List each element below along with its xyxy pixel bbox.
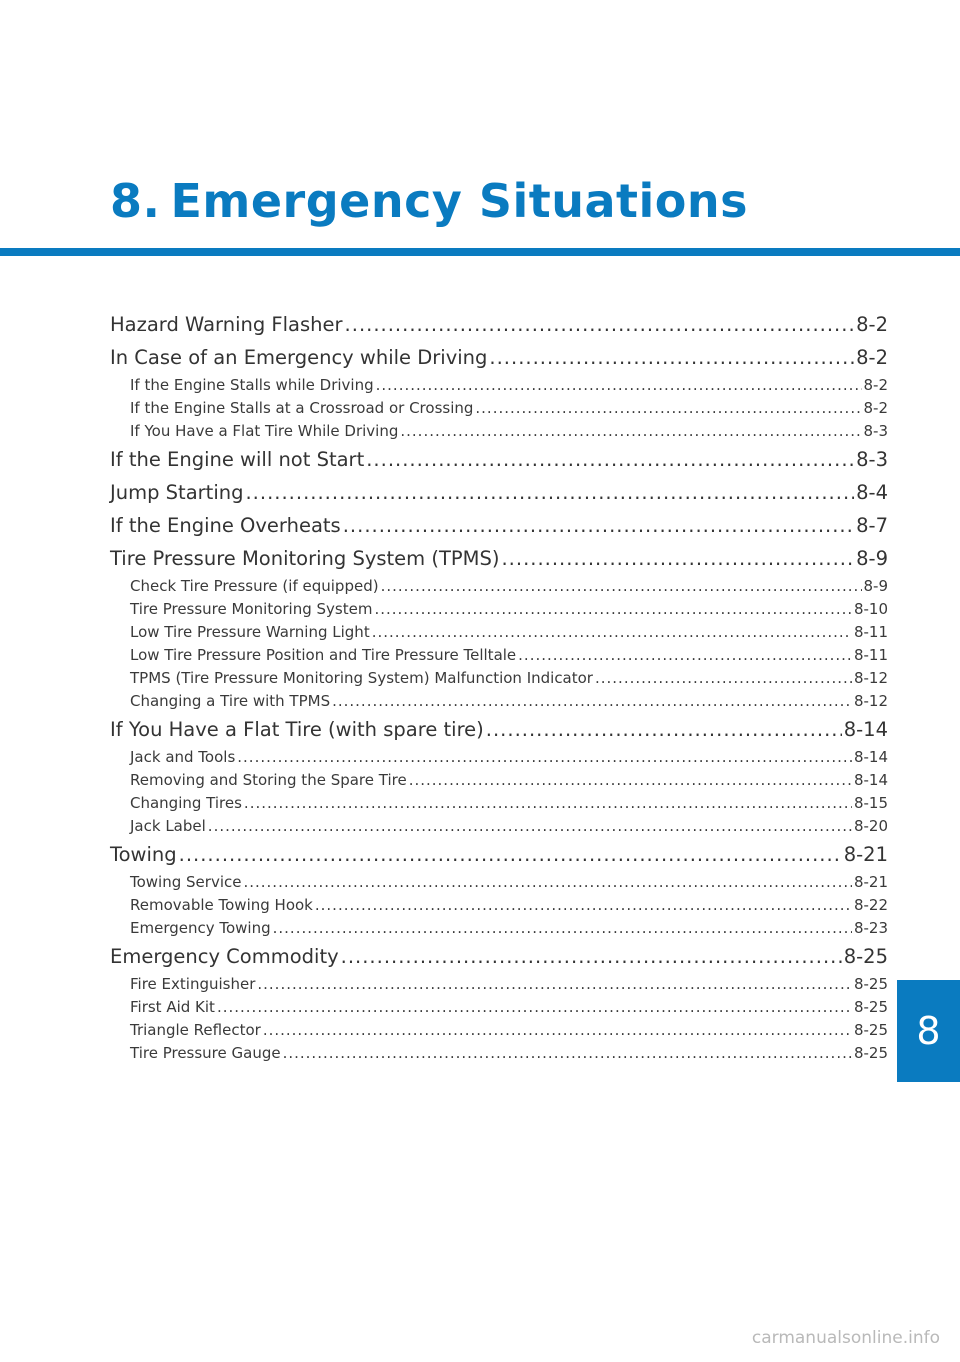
toc-leader-dots	[475, 397, 861, 420]
toc-section-entry[interactable]	[110, 940, 888, 973]
toc-section-entry[interactable]	[110, 509, 888, 542]
toc-entry-label: Fire Extinguisher	[130, 975, 256, 993]
watermark: carmanualsonline.info	[751, 1328, 940, 1348]
toc-leader-dots	[366, 443, 854, 476]
toc-leader-dots	[501, 542, 854, 575]
toc-entry-label: Jack Label	[130, 817, 206, 835]
toc-entry-label: Low Tire Pressure Warning Light	[130, 623, 370, 641]
toc-entry-page: 8-25	[843, 945, 888, 968]
toc-subsection-entry[interactable]	[110, 792, 888, 815]
toc-entry-page: 8-14	[843, 718, 888, 741]
toc-subsection-entry[interactable]	[110, 667, 888, 690]
toc-entry-label: Changing a Tire with TPMS	[130, 692, 331, 710]
toc-leader-dots	[273, 917, 852, 940]
toc-entry-page: 8-10	[853, 600, 888, 618]
toc-entry-label: If You Have a Flat Tire (with spare tire)	[110, 718, 484, 741]
toc-leader-dots	[263, 1019, 852, 1042]
toc-subsection-entry[interactable]	[110, 1042, 888, 1065]
toc-entry-label: Emergency Commodity	[110, 945, 339, 968]
toc-entry-label: Towing	[110, 843, 177, 866]
toc-leader-dots	[381, 575, 862, 598]
toc-entry-page: 8-15	[853, 794, 888, 812]
toc-entry-page: 8-9	[856, 547, 888, 570]
toc-entry-label: Tire Pressure Gauge	[130, 1044, 281, 1062]
toc-entry-label: TPMS (Tire Pressure Monitoring System) Malfunction Indicator	[130, 669, 593, 687]
toc-entry-page: 8-21	[853, 873, 888, 891]
toc-entry-label: Changing Tires	[130, 794, 242, 812]
toc-leader-dots	[245, 476, 854, 509]
toc-subsection-entry[interactable]	[110, 374, 888, 397]
toc-entry-page: 8-12	[853, 692, 888, 710]
title-divider	[0, 248, 960, 256]
chapter-tab[interactable]	[897, 980, 960, 1082]
toc-entry-label: Jump Starting	[110, 481, 244, 504]
toc-entry-page: 8-2	[863, 399, 888, 417]
toc-entry-page: 8-25	[853, 1044, 888, 1062]
toc-entry-page: 8-3	[863, 422, 888, 440]
toc-leader-dots	[409, 769, 852, 792]
toc-subsection-entry[interactable]	[110, 575, 888, 598]
toc-entry-label: Towing Service	[130, 873, 242, 891]
toc-entry-page: 8-9	[863, 577, 888, 595]
chapter-title-text: Emergency Situations	[170, 174, 749, 228]
toc-section-entry[interactable]	[110, 542, 888, 575]
toc-entry-label: If the Engine will not Start	[110, 448, 365, 471]
toc-entry-page: 8-2	[856, 313, 888, 336]
toc-leader-dots	[341, 940, 842, 973]
chapter-title	[110, 174, 749, 228]
toc-leader-dots	[400, 420, 861, 443]
toc-section-entry[interactable]	[110, 838, 888, 871]
toc-entry-page: 8-25	[853, 1021, 888, 1039]
toc-subsection-entry[interactable]	[110, 598, 888, 621]
toc-section-entry[interactable]	[110, 341, 888, 374]
toc-subsection-entry[interactable]	[110, 644, 888, 667]
toc-entry-page: 8-22	[853, 896, 888, 914]
toc-leader-dots	[374, 598, 852, 621]
toc-section-entry[interactable]	[110, 443, 888, 476]
toc-section-entry[interactable]	[110, 713, 888, 746]
toc-leader-dots	[518, 644, 852, 667]
toc-leader-dots	[343, 509, 854, 542]
toc-section-entry[interactable]	[110, 308, 888, 341]
toc-leader-dots	[257, 973, 852, 996]
toc-subsection-entry[interactable]	[110, 1019, 888, 1042]
toc-entry-label: Emergency Towing	[130, 919, 271, 937]
toc-entry-page: 8-2	[856, 346, 888, 369]
toc-entry-page: 8-20	[853, 817, 888, 835]
toc-entry-label: Removable Towing Hook	[130, 896, 313, 914]
toc-entry-label: Tire Pressure Monitoring System	[130, 600, 373, 618]
toc-leader-dots	[283, 1042, 852, 1065]
toc-subsection-entry[interactable]	[110, 621, 888, 644]
toc-leader-dots	[345, 308, 855, 341]
toc-subsection-entry[interactable]	[110, 420, 888, 443]
toc-entry-label: Hazard Warning Flasher	[110, 313, 343, 336]
toc-entry-label: If the Engine Stalls at a Crossroad or Crossing	[130, 399, 474, 417]
toc-entry-label: If the Engine Stalls while Driving	[130, 376, 374, 394]
toc-subsection-entry[interactable]	[110, 746, 888, 769]
toc-entry-page: 8-23	[853, 919, 888, 937]
chapter-tab-label: 8	[916, 1009, 941, 1053]
toc-entry-page: 8-11	[853, 646, 888, 664]
toc-entry-page: 8-4	[856, 481, 888, 504]
table-of-contents	[110, 308, 888, 1065]
toc-subsection-entry[interactable]	[110, 871, 888, 894]
toc-leader-dots	[315, 894, 852, 917]
chapter-number: 8.	[110, 174, 161, 228]
toc-leader-dots	[208, 815, 852, 838]
toc-entry-page: 8-12	[853, 669, 888, 687]
toc-entry-page: 8-2	[863, 376, 888, 394]
toc-leader-dots	[372, 621, 852, 644]
toc-entry-page: 8-14	[853, 748, 888, 766]
toc-entry-label: Low Tire Pressure Position and Tire Pressure Telltale	[130, 646, 517, 664]
toc-entry-page: 8-14	[853, 771, 888, 789]
toc-entry-label: If the Engine Overheats	[110, 514, 341, 537]
toc-entry-page: 8-7	[856, 514, 888, 537]
toc-leader-dots	[237, 746, 852, 769]
toc-entry-page: 8-11	[853, 623, 888, 641]
toc-leader-dots	[244, 792, 852, 815]
toc-entry-label: If You Have a Flat Tire While Driving	[130, 422, 399, 440]
toc-entry-label: Jack and Tools	[130, 748, 236, 766]
toc-subsection-entry[interactable]	[110, 917, 888, 940]
toc-entry-label: First Aid Kit	[130, 998, 215, 1016]
toc-leader-dots	[332, 690, 852, 713]
toc-leader-dots	[489, 341, 854, 374]
toc-subsection-entry[interactable]	[110, 815, 888, 838]
toc-entry-label: Removing and Storing the Spare Tire	[130, 771, 407, 789]
toc-leader-dots	[376, 374, 862, 397]
toc-section-entry[interactable]	[110, 476, 888, 509]
toc-entry-page: 8-25	[853, 975, 888, 993]
toc-entry-label: Tire Pressure Monitoring System (TPMS)	[110, 547, 500, 570]
toc-leader-dots	[179, 838, 842, 871]
toc-entry-label: Check Tire Pressure (if equipped)	[130, 577, 379, 595]
toc-entry-label: In Case of an Emergency while Driving	[110, 346, 488, 369]
toc-subsection-entry[interactable]	[110, 894, 888, 917]
toc-leader-dots	[217, 996, 852, 1019]
toc-entry-page: 8-25	[853, 998, 888, 1016]
toc-subsection-entry[interactable]	[110, 996, 888, 1019]
toc-entry-page: 8-3	[856, 448, 888, 471]
toc-entry-page: 8-21	[843, 843, 888, 866]
toc-subsection-entry[interactable]	[110, 397, 888, 420]
toc-entry-label: Triangle Reflector	[130, 1021, 261, 1039]
toc-subsection-entry[interactable]	[110, 690, 888, 713]
toc-leader-dots	[595, 667, 852, 690]
toc-subsection-entry[interactable]	[110, 973, 888, 996]
toc-leader-dots	[486, 713, 842, 746]
toc-leader-dots	[243, 871, 851, 894]
toc-subsection-entry[interactable]	[110, 769, 888, 792]
